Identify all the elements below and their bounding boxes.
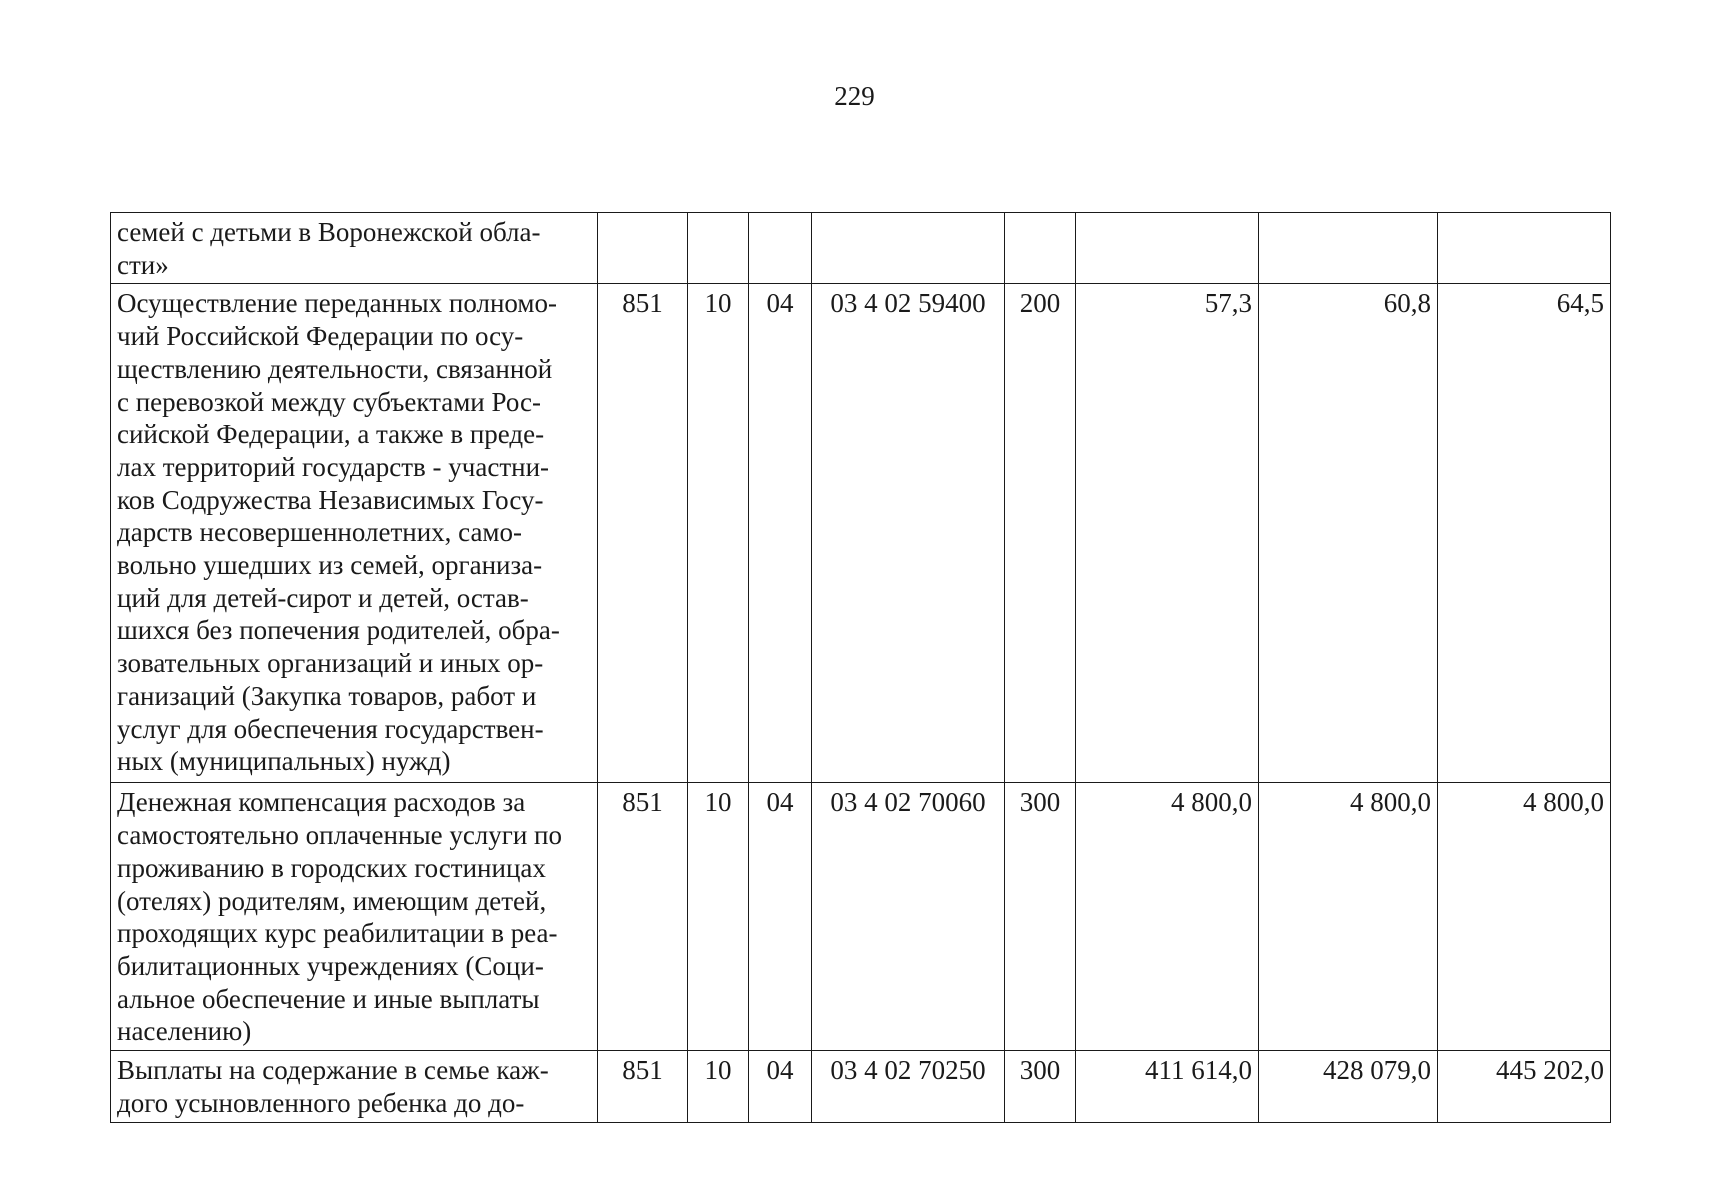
description-line: Денежная компенсация расходов за xyxy=(117,787,526,818)
column-year-3: 64,5 xyxy=(1438,284,1611,783)
column-year-2 xyxy=(1259,213,1438,284)
column-rz: 10 xyxy=(688,783,749,1051)
column-vr: 300 xyxy=(1005,1051,1076,1122)
description-line: дого усыновленного ребенка до до- xyxy=(117,1088,525,1119)
column-year-3: 4 800,0 xyxy=(1438,783,1611,1051)
table-row xyxy=(111,783,1611,1051)
column-rz xyxy=(688,213,749,284)
column-csr: 03 4 02 70250 xyxy=(812,1051,1005,1122)
description-line: ганизаций (Закупка товаров, работ и xyxy=(117,680,537,711)
description-line: ций для детей-сирот и детей, остав- xyxy=(117,582,529,613)
column-year-2: 60,8 xyxy=(1259,284,1438,783)
row-description xyxy=(111,1051,598,1122)
column-csr: 03 4 02 70060 xyxy=(812,783,1005,1051)
column-pr: 04 xyxy=(749,1051,812,1122)
description-line: (отелях) родителям, имеющим детей, xyxy=(117,885,547,916)
page-number: 229 xyxy=(834,81,875,111)
description-line: чий Российской Федерации по осу- xyxy=(117,321,524,352)
table-row xyxy=(111,284,1611,783)
column-pr: 04 xyxy=(749,284,812,783)
description-line: услуг для обеспечения государствен- xyxy=(117,713,544,744)
column-gr: 851 xyxy=(598,1051,688,1122)
row-description xyxy=(111,213,598,284)
column-year-1: 57,3 xyxy=(1076,284,1259,783)
table-body xyxy=(111,213,1611,1123)
column-vr: 300 xyxy=(1005,783,1076,1051)
column-year-2: 4 800,0 xyxy=(1259,783,1438,1051)
column-gr xyxy=(598,213,688,284)
column-year-1: 4 800,0 xyxy=(1076,783,1259,1051)
description-line: лах территорий государств - участни- xyxy=(117,451,550,482)
column-pr xyxy=(749,213,812,284)
column-vr: 200 xyxy=(1005,284,1076,783)
description-line: проходящих курс реабилитации в реа- xyxy=(117,918,558,949)
budget-table xyxy=(110,212,1611,1123)
column-rz: 10 xyxy=(688,1051,749,1122)
description-line: Осуществление переданных полномо- xyxy=(117,288,557,319)
column-gr: 851 xyxy=(598,783,688,1051)
description-line: дарств несовершеннолетних, само- xyxy=(117,517,523,548)
column-gr: 851 xyxy=(598,284,688,783)
description-line: ков Содружества Независимых Госу- xyxy=(117,484,544,515)
description-line: Выплаты на содержание в семье каж- xyxy=(117,1055,549,1086)
table-row xyxy=(111,1051,1611,1122)
description-line: самостоятельно оплаченные услуги по xyxy=(117,820,562,851)
description-line: альное обеспечение и иные выплаты xyxy=(117,983,540,1014)
column-pr: 04 xyxy=(749,783,812,1051)
description-line: билитационных учреждениях (Соци- xyxy=(117,950,544,981)
column-year-3: 445 202,0 xyxy=(1438,1051,1611,1122)
description-line: шихся без попечения родителей, обра- xyxy=(117,615,560,646)
column-csr xyxy=(812,213,1005,284)
description-line: вольно ушедших из семей, организа- xyxy=(117,550,543,581)
column-year-1 xyxy=(1076,213,1259,284)
column-year-2: 428 079,0 xyxy=(1259,1051,1438,1122)
description-line: зовательных организаций и иных ор- xyxy=(117,648,544,679)
column-year-3 xyxy=(1438,213,1611,284)
column-vr xyxy=(1005,213,1076,284)
description-line: сти» xyxy=(117,249,169,280)
description-line: ных (муниципальных) нужд) xyxy=(117,746,451,777)
row-description xyxy=(111,783,598,1051)
row-description xyxy=(111,284,598,783)
table-row xyxy=(111,213,1611,284)
description-line: сийской Федерации, а также в преде- xyxy=(117,419,545,450)
description-line: населению) xyxy=(117,1016,252,1047)
description-line: семей с детьми в Воронежской обла- xyxy=(117,217,541,247)
column-rz: 10 xyxy=(688,284,749,783)
description-line: ществлению деятельности, связанной xyxy=(117,353,553,384)
description-line: с перевозкой между субъектами Рос- xyxy=(117,386,541,417)
column-year-1: 411 614,0 xyxy=(1076,1051,1259,1122)
description-line: проживанию в городских гостиницах xyxy=(117,852,546,883)
column-csr: 03 4 02 59400 xyxy=(812,284,1005,783)
